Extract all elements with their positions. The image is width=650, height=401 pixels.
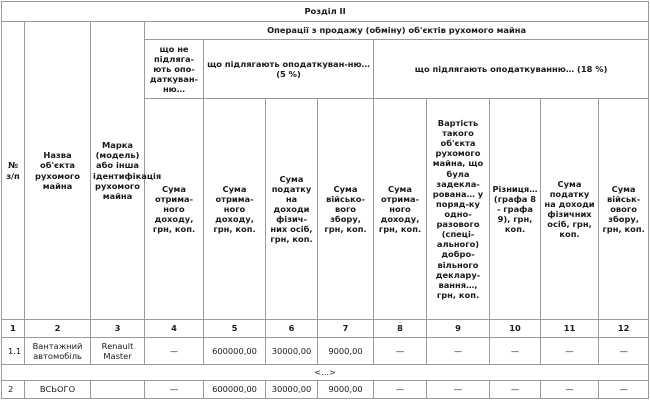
column-number: 7	[318, 320, 374, 338]
cell-c7: 9000,00	[318, 338, 374, 365]
total-brand	[91, 381, 145, 399]
cell-c5: 600000,00	[204, 338, 266, 365]
column-number: 8	[374, 320, 427, 338]
column-number: 3	[91, 320, 145, 338]
group-header-taxed-18: що підлягають оподаткуванню… (18 %)	[374, 40, 649, 99]
cell-c10: —	[490, 338, 541, 365]
total-c12: —	[599, 381, 649, 399]
total-label: ВСЬОГО	[25, 381, 91, 399]
col-header-c11: Сума податку на доходи фізичних осіб, грн, коп.	[541, 99, 599, 320]
col-header-object-name: Назва об'єкта рухомого майна	[25, 22, 91, 320]
col-header-c6: Сума податку на доходи фізич-них осіб, грн, коп.	[266, 99, 318, 320]
cell-c9: —	[427, 338, 490, 365]
col-header-c7: Сума військо-вого збору, грн, коп.	[318, 99, 374, 320]
table-row	[2, 338, 649, 365]
column-number: 9	[427, 320, 490, 338]
col-header-c10: Різниця… (графа 8 - графа 9), грн, коп.	[490, 99, 541, 320]
cell-c4: —	[145, 338, 204, 365]
total-c10: —	[490, 381, 541, 399]
cell-brand: Renault Master	[91, 338, 145, 365]
total-c5: 600000,00	[204, 381, 266, 399]
column-number: 2	[25, 320, 91, 338]
document-page	[0, 1, 650, 401]
total-c6: 30000,00	[266, 381, 318, 399]
operations-header: Операції з продажу (обміну) об'єктів рухомого майна	[145, 22, 649, 40]
col-header-c5: Сума отрима-ного доходу, грн, коп.	[204, 99, 266, 320]
group-header-taxed-5: що підлягають оподаткуван-ню… (5 %)	[204, 40, 374, 99]
column-number: 4	[145, 320, 204, 338]
total-num: 2	[2, 381, 25, 399]
column-number: 12	[599, 320, 649, 338]
section-2-table	[1, 1, 649, 399]
cell-c6: 30000,00	[266, 338, 318, 365]
col-header-c12: Сума військ-ового збору, грн, коп.	[599, 99, 649, 320]
group-header-not-taxed: що не підляга-ють опо-даткуван-ню…	[145, 40, 204, 99]
total-row	[2, 381, 649, 399]
col-header-c9: Вартість такого об'єкта рухомого майна, що була задекла-рована… у поряд-ку одно-разового (спеці-ального) добро-вільного деклару-вання…, грн, коп.	[427, 99, 490, 320]
skip-marker: <...>	[2, 365, 649, 381]
col-header-c8: Сума отрима-ного доходу, грн, коп.	[374, 99, 427, 320]
cell-c11: —	[541, 338, 599, 365]
cell-c12: —	[599, 338, 649, 365]
col-header-num: № з/п	[2, 22, 25, 320]
total-c4: —	[145, 381, 204, 399]
total-c7: 9000,00	[318, 381, 374, 399]
column-number: 11	[541, 320, 599, 338]
total-c11: —	[541, 381, 599, 399]
section-title: Розділ ІІ	[2, 2, 649, 22]
col-header-brand: Марка (модель) або інша ідентифікація рухомого майна	[91, 22, 145, 320]
column-number: 10	[490, 320, 541, 338]
column-number: 1	[2, 320, 25, 338]
cell-num: 1.1	[2, 338, 25, 365]
col-header-c4: Сума отрима-ного доходу, грн, коп.	[145, 99, 204, 320]
column-number: 6	[266, 320, 318, 338]
total-c8: —	[374, 381, 427, 399]
total-c9: —	[427, 381, 490, 399]
cell-object-name: Вантажний автомобіль	[25, 338, 91, 365]
column-number: 5	[204, 320, 266, 338]
column-number-row	[2, 320, 649, 338]
cell-c8: —	[374, 338, 427, 365]
